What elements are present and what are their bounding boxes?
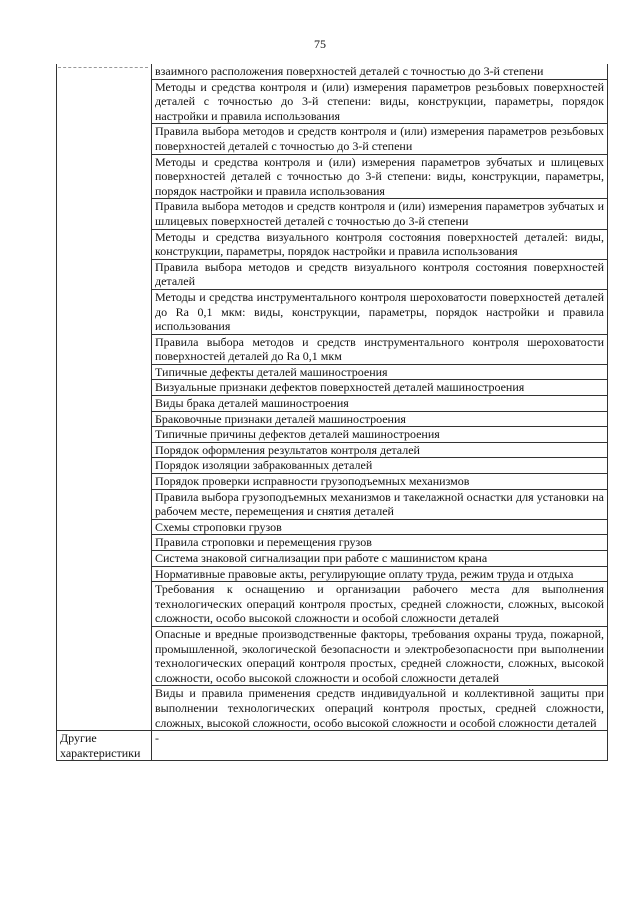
row-label-cell xyxy=(57,442,152,458)
table-row-other xyxy=(57,731,608,761)
knowledge-item: Правила выбора грузоподъемных механизмов и такелажной оснастки для установки на рабочем месте, перемещения и снятия деталей xyxy=(152,489,608,519)
row-label-cell xyxy=(57,259,152,289)
table-row xyxy=(57,411,608,427)
table-row xyxy=(57,380,608,396)
knowledge-item: Браковочные признаки деталей машиностроения xyxy=(152,411,608,427)
knowledge-item: Порядок изоляции забракованных деталей xyxy=(152,458,608,474)
row-label-cell xyxy=(57,458,152,474)
other-characteristics-label: Другие характеристики xyxy=(57,731,152,761)
row-label-cell xyxy=(57,474,152,490)
row-label-cell xyxy=(57,626,152,685)
row-label-cell xyxy=(57,64,152,79)
knowledge-item: Порядок оформления результатов контроля деталей xyxy=(152,442,608,458)
table-row xyxy=(57,582,608,627)
row-label-cell xyxy=(57,427,152,443)
knowledge-item: Визуальные признаки дефектов поверхностей деталей машиностроения xyxy=(152,380,608,396)
table-row xyxy=(57,154,608,199)
knowledge-item: Правила выбора методов и средств контроля и (или) измерения параметров резьбовых поверхностей деталей с точностью до 3-й степени xyxy=(152,124,608,154)
table-row xyxy=(57,79,608,124)
knowledge-item: Порядок проверки исправности грузоподъемных механизмов xyxy=(152,474,608,490)
row-label-cell xyxy=(57,364,152,380)
row-label-cell xyxy=(57,566,152,582)
row-label-cell xyxy=(57,334,152,364)
table-row xyxy=(57,64,608,79)
row-label-cell xyxy=(57,79,152,124)
knowledge-item: Правила выбора методов и средств инструментального контроля шероховатости поверхностей деталей до Ra 0,1 мкм xyxy=(152,334,608,364)
knowledge-item: Методы и средства контроля и (или) измерения параметров зубчатых и шлицевых поверхностей деталей с точностью до 3-й степени: виды, конструкции, параметры, порядок настройки и правила использования xyxy=(152,154,608,199)
row-label-cell xyxy=(57,396,152,412)
table-row xyxy=(57,259,608,289)
table-row xyxy=(57,229,608,259)
table-row xyxy=(57,626,608,685)
table-row xyxy=(57,364,608,380)
knowledge-item: Нормативные правовые акты, регулирующие оплату труда, режим труда и отдыха xyxy=(152,566,608,582)
row-label-cell xyxy=(57,229,152,259)
table-row xyxy=(57,474,608,490)
table-row xyxy=(57,519,608,535)
table-row xyxy=(57,124,608,154)
row-label-cell xyxy=(57,489,152,519)
knowledge-item: Виды и правила применения средств индивидуальной и коллективной защиты при выполнении технологических операций контроля простых, средней сложности, сложных, высокой сложности, особо высокой сложности и особой сложности деталей xyxy=(152,686,608,731)
row-label-cell xyxy=(57,199,152,229)
knowledge-table xyxy=(56,64,608,761)
other-characteristics-value: - xyxy=(152,731,608,761)
table-row xyxy=(57,489,608,519)
knowledge-item: Схемы строповки грузов xyxy=(152,519,608,535)
table-row xyxy=(57,551,608,567)
table-row xyxy=(57,686,608,731)
row-label-cell xyxy=(57,551,152,567)
knowledge-item: Типичные причины дефектов деталей машиностроения xyxy=(152,427,608,443)
table-row xyxy=(57,427,608,443)
table-row xyxy=(57,535,608,551)
table-row xyxy=(57,566,608,582)
knowledge-item: Опасные и вредные производственные факторы, требования охраны труда, пожарной, промышленной, экологической безопасности и электробезопасности при выполнении технологических операций контроля простых, средней сложности, сложных, высокой сложности, особо высокой сложности и особой сложности деталей xyxy=(152,626,608,685)
page-number: 75 xyxy=(314,37,326,51)
table-row xyxy=(57,396,608,412)
knowledge-item: Правила строповки и перемещения грузов xyxy=(152,535,608,551)
row-label-cell xyxy=(57,535,152,551)
knowledge-item: Методы и средства визуального контроля состояния поверхностей деталей: виды, конструкции, параметры, порядок настройки и правила использования xyxy=(152,229,608,259)
row-label-cell xyxy=(57,582,152,627)
row-label-cell xyxy=(57,154,152,199)
knowledge-item: Методы и средства инструментального контроля шероховатости поверхностей деталей до Ra 0,1 мкм: виды, конструкции, параметры, порядок настройки и правила использования xyxy=(152,289,608,334)
table-row xyxy=(57,458,608,474)
knowledge-item: Методы и средства контроля и (или) измерения параметров резьбовых поверхностей деталей с точностью до 3-й степени: виды, конструкции, параметры, порядок настройки и правила использования xyxy=(152,79,608,124)
row-label-cell xyxy=(57,519,152,535)
knowledge-item: взаимного расположения поверхностей деталей с точностью до 3-й степени xyxy=(152,64,608,79)
row-label-cell xyxy=(57,124,152,154)
table-row xyxy=(57,289,608,334)
table-row xyxy=(57,199,608,229)
knowledge-item: Правила выбора методов и средств визуального контроля состояния поверхностей деталей xyxy=(152,259,608,289)
knowledge-item: Виды брака деталей машиностроения xyxy=(152,396,608,412)
row-label-cell xyxy=(57,380,152,396)
knowledge-item: Правила выбора методов и средств контроля и (или) измерения параметров зубчатых и шлицевых поверхностей деталей с точностью до 3-й степени xyxy=(152,199,608,229)
knowledge-item: Требования к оснащению и организации рабочего места для выполнения технологических операций контроля простых, средней сложности, сложных, высокой сложности, особо высокой сложности и особой сложности деталей xyxy=(152,582,608,627)
knowledge-item: Типичные дефекты деталей машиностроения xyxy=(152,364,608,380)
row-label-cell xyxy=(57,411,152,427)
row-label-cell xyxy=(57,686,152,731)
knowledge-item: Система знаковой сигнализации при работе с машинистом крана xyxy=(152,551,608,567)
table-row xyxy=(57,334,608,364)
row-label-cell xyxy=(57,289,152,334)
table-row xyxy=(57,442,608,458)
